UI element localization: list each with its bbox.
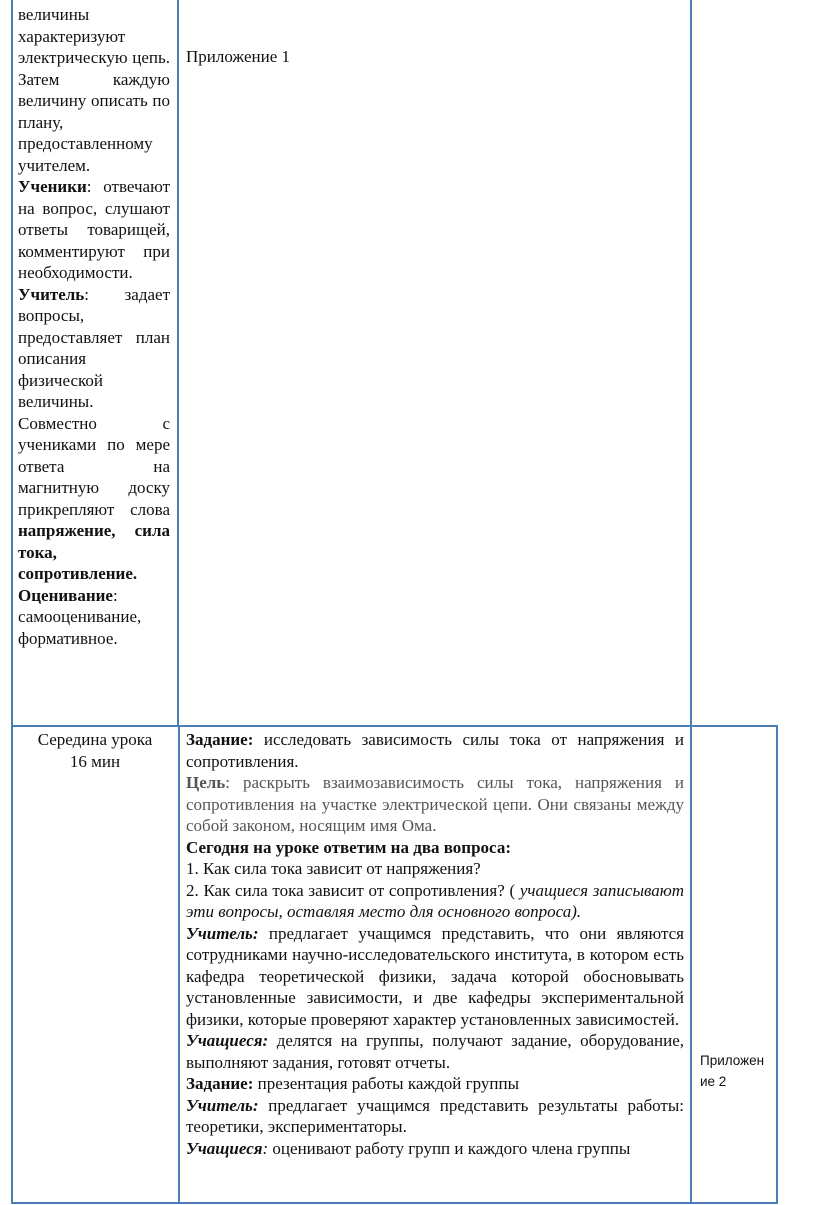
task-text: исследовать зависимость силы тока от напряжения и сопротивления.	[186, 730, 684, 771]
teacher-label: Учитель:	[186, 923, 259, 943]
task2-paragraph	[186, 1073, 684, 1095]
questions-heading: Сегодня на уроке ответим на два вопроса:	[186, 837, 511, 857]
goal-text: : раскрыть взаимозависимость силы тока, напряжения и сопротивления на участке электрической цепи. Они связаны между собой законом, носящим имя Ома.	[186, 773, 684, 835]
question-2-note: учащиеся записывают эти вопросы, оставляя место для основного вопроса).	[186, 880, 684, 921]
teacher-paragraph	[18, 284, 170, 585]
task-paragraph	[186, 729, 684, 772]
question-2	[186, 880, 684, 923]
stage-name: Середина урока	[37, 730, 153, 749]
goal-paragraph	[186, 772, 684, 837]
task2-label: Задание:	[186, 1074, 254, 1093]
row1-activity-text	[18, 4, 170, 649]
teacher2-paragraph	[186, 1095, 684, 1138]
students-text: делятся на группы, получают задание, оборудование, выполняют задания, готовят отчеты.	[186, 1031, 684, 1072]
teacher-label: Учитель	[18, 284, 85, 304]
teacher-text: предлагает учащимся представить, что они являются сотрудниками научно-исследовательского института, в котором есть кафедра теоретической физики, задача которой обосновывать установленные зависимости, и две кафедры экспериментальной физики, которые проверяют характер установленных зависимостей.	[186, 923, 684, 1029]
goal-label: Цель	[186, 773, 226, 792]
assessment-paragraph	[18, 585, 170, 650]
teacher-text: : задает вопросы, предоставляет план описания физической величины. Совместно с учениками по мере ответа на магнитную доску прикрепляют слова	[18, 284, 170, 519]
intro-text: величины характеризуют электрическую цепь. Затем каждую величину описать по плану, предоставленному учителем.	[18, 5, 170, 175]
key-terms: напряжение, сила тока, сопротивление.	[18, 521, 170, 583]
assessment-label: Оценивание	[18, 585, 113, 605]
row2-stage-cell	[11, 725, 179, 1204]
students2-text: оценивают работу групп и каждого члена группы	[268, 1138, 631, 1158]
stage-duration: 16 мин	[69, 751, 121, 771]
teacher-paragraph	[186, 923, 684, 1031]
students-paragraph	[186, 1030, 684, 1073]
appendix-1-label: Приложение 1	[186, 47, 290, 66]
students-text: : отвечают на вопрос, слушают ответы товарищей, комментируют при необходимости.	[18, 177, 170, 282]
students-paragraph	[18, 176, 170, 284]
task2-text: презентация работы каждой группы	[253, 1074, 520, 1093]
question-1: 1. Как сила тока зависит от напряжения?	[186, 859, 481, 878]
row1-resources-cell	[179, 0, 692, 726]
students2-colon: :	[262, 1138, 269, 1158]
row2-resources-cell	[692, 725, 778, 1204]
students-label: Ученики	[18, 177, 87, 196]
appendix-2-label: Приложение 2	[700, 1053, 765, 1089]
assessment-text: : самооценивание, формативное.	[18, 585, 142, 648]
teacher2-text: предлагает учащимся представить результаты работы: теоретики, экспериментаторы.	[186, 1095, 684, 1136]
teacher2-label: Учитель:	[186, 1095, 259, 1115]
row2-activity-text	[186, 729, 684, 1159]
task-label: Задание:	[186, 730, 254, 749]
row2-stage-text	[13, 729, 177, 772]
students-label: Учащиеся:	[186, 1031, 269, 1050]
students2-paragraph	[186, 1138, 684, 1160]
question-2-text: 2. Как сила тока зависит от сопротивления? (	[186, 880, 520, 900]
students2-label: Учащиеся	[186, 1138, 263, 1158]
